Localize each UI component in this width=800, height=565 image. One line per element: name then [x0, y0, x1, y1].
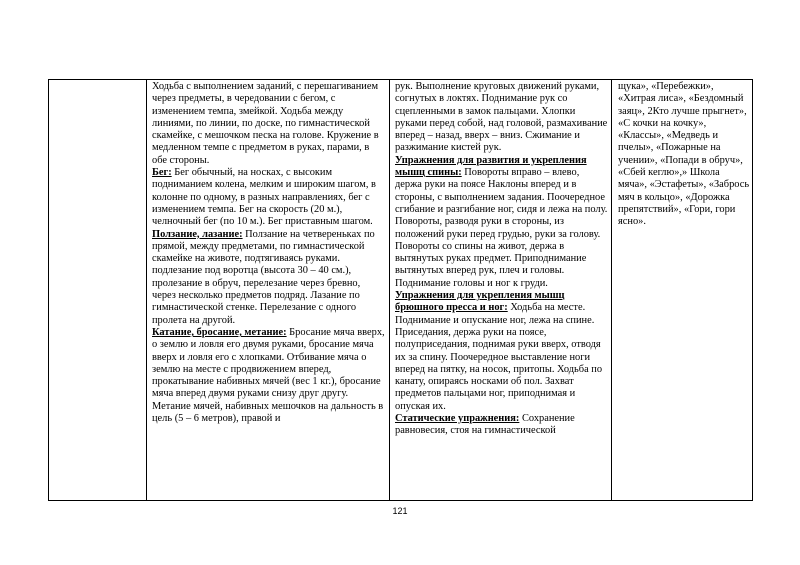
- section-heading-throw: Катание, бросание, метание:: [152, 326, 287, 338]
- cell-2-content: [147, 80, 389, 500]
- section-heading-back: Упражнения для развития и укрепления мышц спины:: [395, 154, 587, 179]
- section-heading-crawl: Ползание, лазание:: [152, 228, 243, 240]
- section-heading-run: Бег:: [152, 167, 172, 179]
- table-row: [49, 80, 753, 501]
- section-body-abs: Ходьба на месте. Поднимание и опускание ног, лежа на спине. Приседания, держа руки на поясе, полуприседания, поднимая руки вверх, отводя их за спину. Поочередное выставление ноги вперед на пятку, на носок, притопы. Ходьба по канату, опираясь носками об пол. Захват предметов пальцами ног, приподнимая и опуская их.: [395, 302, 603, 412]
- cell-3-intro: рук. Выполнение круговых движений руками, согнутых в локтях. Поднимание рук со сцепленными в замок пальцами. Хлопки руками перед собой, над головой, размахивание вперед – назад, вверх – вниз. Сжимание и разжимание кистей рук.: [395, 81, 608, 154]
- section-body-back: Повороты вправо – влево, держа руки на поясе Наклоны вперед и в стороны, с выполнением задания. Поочередное сгибание и разгибание ног, сидя и лежа на полу. Повороты, разводя руки в стороны, из положений руки перед грудью, руки за голову. Повороты со спины на живот, держа в вытянутых руках предмет. Приподнимание вытянутых вперед рук, плеч и головы. Поднимание головы и ног к груди.: [395, 167, 608, 289]
- section-body-static: Сохранение равновесия, стоя на гимнастической: [395, 413, 575, 437]
- table-cell-1: [49, 80, 147, 501]
- cell-2-intro: Ходьба с выполнением заданий, с перешагиванием через предметы, в чередовании с бегом, с изменением темпа, змейкой. Ходьба между линиями, по линии, по доске, по гимнастической скамейке, с мешочком песка на голове. Кружение в медленном темпе с предметом в руках, парами, в обе стороны.: [152, 81, 379, 166]
- section-body-throw: Бросание мяча вверх, о землю и ловля его двумя руками, бросание мяча вверх и ловля его с хлопками. Отбивание мяча о землю на месте с продвижением вперед, прокатывание набивных мячей (вес 1 кг.), бросание мяча вперед двумя руками снизу друг другу. Метание мячей, набивных мешочков на дальность в цель (5 – 6 метров), правой и: [152, 326, 385, 425]
- section-body-run: Бег обычный, на носках, с высоким подниманием колена, мелким и широким шагом, в колонне по одному, в разных направлениях, бег с изменением темпа. Бег на скорость (20 м.), челночный бег (по 10 м.). Бег приставным шагом.: [152, 167, 376, 228]
- cell-1-text: [49, 80, 146, 500]
- cell-3-content: [390, 80, 611, 500]
- table-cell-2: [147, 80, 390, 501]
- section-heading-static: Статические упражнения:: [395, 413, 520, 425]
- page-number: 121: [392, 506, 408, 516]
- content-table: [48, 79, 753, 501]
- section-heading-abs: Упражнения для укрепления мышц брюшного пресса и ног:: [395, 290, 565, 314]
- games-list-text: щука», «Перебежки», «Хитрая лиса», «Бездомный заяц», 2Кто лучше прыгнет», «С кочки на кочку», «Классы», «Медведь и пчелы», «Пожарные на учении», «Попади в обруч», «Сбей кеглю»,» Школа мяча», «Эстафеты», «Забрось мяч в кольцо», «Дорожка препятствий», «Гори, гори ясно».: [618, 81, 750, 228]
- table-cell-4: [612, 80, 753, 501]
- section-body-crawl: Ползание на четвереньках по прямой, между предметами, по гимнастической скамейке на животе, подтягиваясь руками. подлезание под воротца (высота 30 – 40 см.), пролезание в обруч, перелезание через бревно, через несколько предметов подряд. Лазание по гимнастической стенке. Перелезание с одного пролета на другой.: [152, 228, 375, 326]
- table-cell-3: [390, 80, 612, 501]
